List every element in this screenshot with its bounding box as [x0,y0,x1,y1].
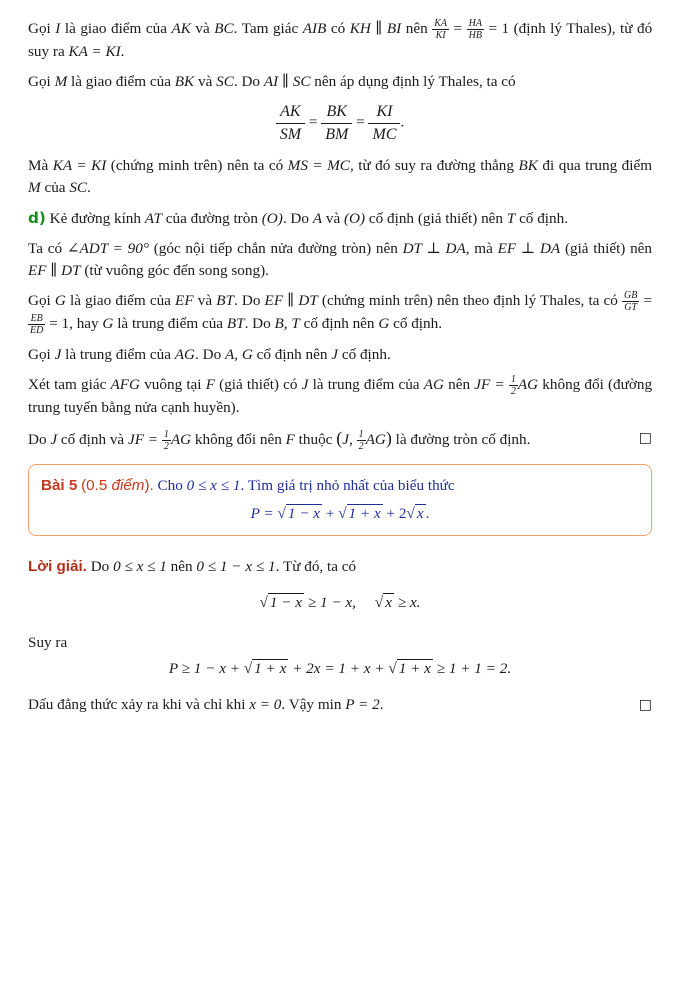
text: . Do [233,73,261,91]
math-var: AG [174,346,196,364]
math-var: G [102,315,114,333]
math-var: AG [365,431,386,449]
math-expr: x = 0 [249,696,282,714]
paragraph-thales-intro [28,71,652,93]
math-expr: ≥ 1 + 1 = 2. [436,660,512,678]
text: (góc nội tiếp chắn nửa đường tròn) nên [153,240,398,258]
equals-sign: = [308,113,318,131]
fraction-numerator: KI [368,101,400,124]
equals-sign: = [643,292,653,310]
math-var: BT [226,315,245,333]
math-expr: 0 ≤ 1 − x ≤ 1 [196,558,276,576]
text: (giả thiết) có [219,376,298,394]
paragraph-conclusion-circle [28,427,652,452]
paragraph-part-d [28,207,652,230]
period: . [425,505,430,523]
fraction-denominator: MC [372,125,397,143]
text: là đường tròn cố định. [395,431,531,449]
text: thuộc [298,431,333,449]
text: của [44,179,66,197]
problem-title: Bài 5 [41,477,78,495]
text: cố định và [60,431,125,449]
math-expr: DT ⊥ DA [402,240,466,258]
points-value: (0.5 [81,477,108,495]
square-root: √ 1 + x [243,660,287,678]
text: Do [28,431,47,449]
right-paren: ) [385,428,392,449]
part-d-label: d) [28,209,46,228]
math-var: AFG [110,376,141,394]
text: vuông tại [144,376,202,394]
display-equation-ratios [28,101,652,145]
square-root: √ x [374,594,393,612]
text: . [120,43,125,61]
math-var: F [205,376,215,394]
text: cố định. [393,315,443,333]
math-expr: KA = KI [68,43,121,61]
math-var: EF [175,292,194,310]
text: là giao điểm của [71,73,171,91]
text: đi qua trung điểm [542,157,653,175]
text: . [379,696,384,714]
text: Cho [157,477,183,495]
fraction-numerator: GB [624,290,638,302]
problem-points [81,477,154,494]
text: . Do [195,346,222,364]
text: là trung điểm của [65,346,171,364]
math-expr: EF ∥ DT [264,292,318,310]
fraction-denominator: 2 [163,441,169,453]
math-var: BC [214,20,234,37]
text: cố định nên [256,346,328,364]
math-var: J [50,431,58,449]
math-expr: 0 ≤ x ≤ 1 [186,477,241,495]
text: cố định. [519,210,568,228]
text: và [195,20,210,37]
text: (từ vuông góc đến song song). [84,262,269,280]
math-var: J, [342,431,353,449]
text: . Do [233,292,261,310]
radicand: 1 + x [254,660,287,678]
points-unit: điểm [111,477,145,495]
qed-square-icon: □ [638,697,652,714]
paragraph-point-j [28,344,652,366]
text: không đổi nên [194,431,282,449]
text: cố định nên [303,315,375,333]
math-expr: + 2x = 1 + x + [292,660,385,678]
fraction-denominator: 2 [510,386,516,398]
text: và [197,292,213,310]
fraction-denominator: GT [624,302,638,314]
solution-conclusion [28,694,652,716]
text: của đường tròn [165,210,258,228]
math-var: J [54,346,62,364]
fraction-numerator: AK [276,101,305,124]
text: Dấu đẳng thức xảy ra khi và chỉ khi [28,696,246,714]
paragraph-point-g [28,290,652,336]
text: không đổi (đường trung tuyến bằng nửa cạnh huyền). [28,376,653,417]
qed-square-icon: □ [638,430,652,447]
fraction [357,429,366,452]
math-expr: B, T [274,315,300,333]
math-var: M [28,179,41,197]
math-expr: P ≥ 1 − x + [168,660,241,678]
text: cố định. [341,346,391,364]
text: Do [90,558,110,576]
fraction-denominator: ED [30,325,44,337]
text: = 1, hay [49,315,99,333]
text: cố định (giả thiết) nên [368,210,504,228]
math-expr: EF ⊥ DA [497,240,561,258]
math-var: (O) [261,210,283,228]
text: Kẻ đường kính [49,210,141,228]
text: Gọi [28,20,51,37]
math-var: SC [69,179,88,197]
square-root: √ 1 + x [388,660,431,678]
fraction-denominator: BM [325,125,349,143]
radicand: 1 − x [287,505,321,523]
text: Xét tam giác [28,376,107,394]
math-expr: JF = [127,431,159,449]
fraction-numerator: 1 [358,429,364,441]
text: . Tam giác [233,20,299,37]
text: (chứng minh trên) nên ta có [110,157,284,175]
text: , từ đó suy ra đường thẳng [349,157,514,175]
math-expr: EF ∥ DT [28,262,81,280]
math-expr: A, G [224,346,253,364]
math-expr: KH ∥ BI [349,20,402,37]
text: nên [170,558,193,576]
math-expr: ≥ 1 − x, [307,594,356,612]
fraction [432,18,449,41]
square-root: √ 1 + x [338,505,381,523]
paragraph-midpoint-m [28,155,652,199]
text: (chứng minh trên) nên theo định lý Thales, ta có [321,292,618,310]
math-var: G [378,315,390,333]
left-paren: ( [336,428,343,449]
math-expr: AI ∥ SC [263,73,311,91]
math-var: M [54,73,68,91]
text: là trung điểm của [312,376,420,394]
math-var: AIB [302,20,327,37]
plus-sign: + [325,505,335,523]
fraction-numerator: KA [434,18,447,30]
text: nên [405,20,428,37]
text: là trung điểm của [117,315,224,333]
fraction [509,374,518,397]
math-var: F [285,431,295,449]
fraction-numerator: 1 [163,429,169,441]
equals-sign: = [356,113,365,131]
paragraph-thales-ka-ki [28,18,652,63]
text: là giao điểm của [70,292,171,310]
text: . Vậy min [281,696,342,714]
radicand: x [385,594,393,612]
text: , mà [465,240,493,258]
fraction-denominator: 2 [358,441,364,453]
problem-expression [41,503,639,525]
math-var: AK [171,20,191,37]
text: . Do [282,210,309,228]
text: = 1 (định lý Thales), từ đó suy ra [28,20,653,61]
text: nên áp dụng định lý Thales, ta có [314,73,516,91]
math-expr: JF = [474,376,505,394]
text: Ta có [28,240,63,258]
text: Gọi [28,346,51,364]
math-var: AG [423,376,444,394]
math-var: T [506,210,516,228]
text: . Từ đó, ta có [275,558,357,576]
math-var: AG [170,431,192,449]
math-expr: 0 ≤ x ≤ 1 [113,558,167,576]
square-root: √ x [406,505,424,523]
math-expr: MS = MC [287,157,350,175]
radicand: 1 + x [398,660,431,678]
text: . Do [244,315,271,333]
math-expr: ∠ADT = 90° [66,240,149,258]
fraction-denominator: SM [279,125,302,143]
math-expr: KA = KI [52,157,107,175]
text: có [330,20,346,37]
math-var: G [54,292,66,310]
text-suy-ra: Suy ra [28,634,68,652]
solution-label: Lời giải. [28,558,87,576]
fraction-denominator: HB [468,30,482,42]
fraction-numerator: 1 [510,374,516,386]
radicand: 1 − x [269,594,303,612]
fraction [276,101,305,145]
math-var: J [301,376,309,394]
math-expr: P = [250,505,274,523]
equals-sign: = [453,20,463,37]
document-page [28,18,652,724]
text: và [198,73,213,91]
text: Gọi [28,292,51,310]
fraction [622,290,639,313]
period: . [400,113,405,131]
square-root: √ 1 − x [277,505,321,523]
math-var: BT [216,292,234,310]
text: nên [448,376,471,394]
radicand: 1 + x [348,505,381,523]
points-close: ). [144,477,154,495]
fraction [28,313,45,336]
fraction-numerator: EB [28,313,45,325]
math-var: SC [216,73,234,91]
fraction-numerator: BK [321,101,352,124]
radicand: x [416,505,424,523]
math-var: BK [174,73,195,91]
paragraph-angle-adt [28,238,652,282]
text: Mà [28,157,49,175]
text: . Tìm giá trị nhỏ nhất của biểu thức [240,477,455,495]
math-var: AT [144,210,162,228]
text: . [87,179,91,197]
text: Gọi [28,73,51,91]
fraction [467,18,484,41]
math-var: J [331,346,339,364]
math-var: I [55,20,61,37]
square-root: √ 1 − x [259,594,303,612]
problem-statement [41,475,639,497]
display-inequalities [28,592,652,614]
text: (giả thiết) nên [564,240,653,258]
fraction-numerator: HA [468,18,482,30]
text: + 2 [386,505,407,523]
math-var: AG [517,376,539,394]
fraction [368,101,400,145]
fraction [162,429,171,452]
text: là giao điểm của [64,20,167,37]
paragraph-triangle-afg [28,374,652,419]
display-final-inequality [28,658,652,680]
problem-text [158,477,455,494]
problem-box [28,464,652,536]
math-var: A [312,210,323,228]
solution-intro [28,556,652,578]
math-expr: ≥ x. [397,594,421,612]
math-var: (O) [344,210,366,228]
fraction [321,101,352,145]
math-var: BK [518,157,538,175]
fraction-denominator: KI [435,30,446,42]
text: và [325,210,341,228]
math-expr: P = 2 [345,696,380,714]
